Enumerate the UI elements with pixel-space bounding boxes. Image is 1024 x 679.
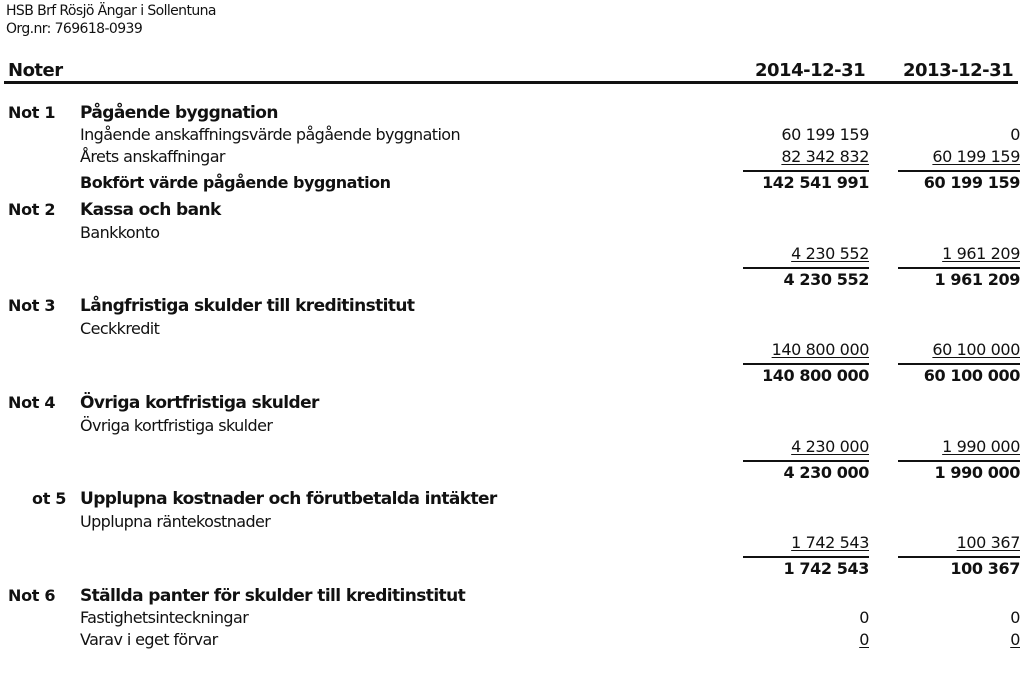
note-total-row [0,366,1024,388]
sum-rule [898,460,1020,462]
note-row [0,244,1024,266]
value-2014: 140 800 000 [729,366,869,385]
note-row [0,437,1024,459]
value-2013: 1 990 000 [880,437,1020,456]
value-2013: 0 [880,630,1020,649]
value-2014: 4 230 552 [729,244,869,263]
note-2 [0,197,1024,294]
notes-list [0,100,1024,679]
note-row [0,512,1024,534]
row-label: Varav i eget förvar [80,630,218,649]
note-number: Not 1 [8,103,55,122]
value-2013: 1 990 000 [880,463,1020,482]
sum-rule [898,556,1020,558]
value-2013: 1 961 209 [880,270,1020,289]
note-title: Pågående byggnation [80,103,278,123]
value-2013: 60 199 159 [880,147,1020,166]
note-row [0,147,1024,169]
row-label: Upplupna räntekostnader [80,512,270,531]
value-2014: 4 230 552 [729,270,869,289]
note-title: Långfristiga skulder till kreditinstitut [80,296,414,316]
row-label: Bankkonto [80,223,159,242]
value-2014: 0 [729,630,869,649]
value-2014: 1 742 543 [729,559,869,578]
organization-number: Org.nr: 769618-0939 [6,21,142,37]
note-total-row [0,173,1024,195]
value-2013: 0 [880,608,1020,627]
note-total-row [0,270,1024,292]
sum-rule [898,267,1020,269]
sum-rule [743,363,869,365]
note-6 [0,583,1024,679]
value-2013: 100 367 [880,559,1020,578]
note-title: Övriga kortfristiga skulder [80,393,319,413]
value-2014: 1 742 543 [729,533,869,552]
value-2014: 60 199 159 [729,125,869,144]
value-2013: 1 961 209 [880,244,1020,263]
note-title: Ställda panter för skulder till kreditinstitut [80,586,465,606]
value-2013: 60 100 000 [880,366,1020,385]
note-1 [0,100,1024,197]
note-number: Not 6 [8,586,55,605]
row-label: Ceckkredit [80,319,159,338]
note-row [0,630,1024,652]
row-label: Övriga kortfristiga skulder [80,416,272,435]
note-row [0,223,1024,245]
note-row [0,608,1024,630]
sum-rule [743,170,869,172]
note-row [0,125,1024,147]
value-2014: 82 342 832 [729,147,869,166]
note-5 [0,486,1024,583]
value-2014: 4 230 000 [729,437,869,456]
column-header-2014: 2014-12-31 [755,60,865,81]
value-2013: 100 367 [880,533,1020,552]
note-number: Not 2 [8,200,55,219]
value-2013: 60 100 000 [880,340,1020,359]
note-row [0,319,1024,341]
note-row [0,416,1024,438]
value-2014: 142 541 991 [729,173,869,192]
row-label: Ingående anskaffningsvärde pågående byggnation [80,125,460,144]
value-2014: 0 [729,608,869,627]
sum-rule [898,363,1020,365]
sum-rule [743,556,869,558]
sum-rule [743,460,869,462]
notes-heading: Noter [8,60,63,81]
note-row [0,533,1024,555]
note-row [0,340,1024,362]
value-2014: 4 230 000 [729,463,869,482]
organization-name: HSB Brf Rösjö Ängar i Sollentuna [6,3,216,19]
row-label: Årets anskaffningar [80,147,225,166]
note-number: Not 3 [8,296,55,315]
value-2013: 60 199 159 [880,173,1020,192]
note-3 [0,293,1024,390]
value-2014: 140 800 000 [729,340,869,359]
sum-rule [743,267,869,269]
note-title: Kassa och bank [80,200,221,220]
sum-rule [898,170,1020,172]
note-total-row [0,559,1024,581]
note-number: Not 4 [8,393,55,412]
header-rule [4,81,1018,84]
note-4 [0,390,1024,487]
value-2013: 0 [880,125,1020,144]
note-title: Upplupna kostnader och förutbetalda intäkter [80,489,497,509]
column-header-2013: 2013-12-31 [903,60,1013,81]
note-number: ot 5 [32,489,66,508]
row-label: Fastighetsinteckningar [80,608,248,627]
note-total-row [0,463,1024,485]
row-label: Bokfört värde pågående byggnation [80,173,391,192]
